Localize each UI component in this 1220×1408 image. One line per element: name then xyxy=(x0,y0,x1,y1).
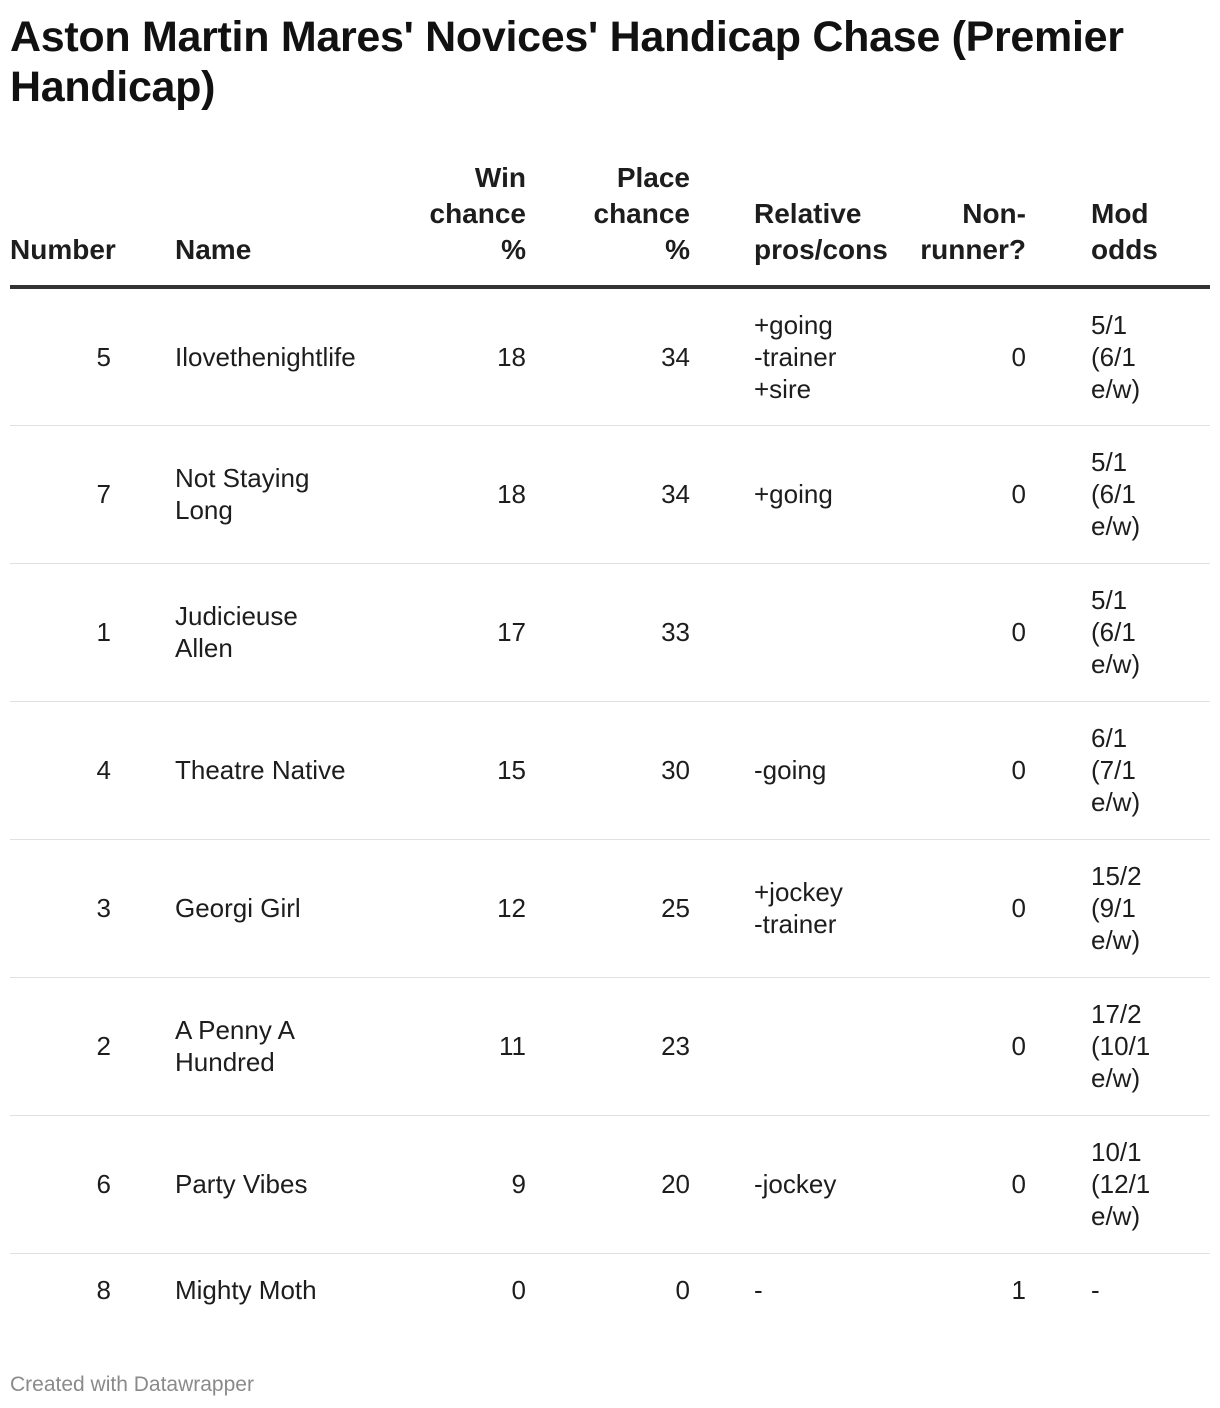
cell-place-chance: 25 xyxy=(546,839,710,977)
cell-odds xyxy=(1051,977,1210,1115)
cell-name-line: Allen xyxy=(175,633,233,663)
cell-relative-line: +jockey xyxy=(754,877,843,907)
cell-odds-line: (9/1 xyxy=(1091,893,1136,923)
table-row xyxy=(10,287,1210,425)
cell-number: 8 xyxy=(96,1275,111,1306)
header-win-line: Win xyxy=(474,162,526,193)
cell-relative-line: -trainer xyxy=(754,909,837,939)
cell-odds-line: 6/1 xyxy=(1091,723,1128,753)
cell-win-chance: 18 xyxy=(400,287,546,425)
cell-odds-line: e/w) xyxy=(1091,373,1141,404)
cell-nonrunner: 0 xyxy=(913,977,1051,1115)
cell-relative xyxy=(710,701,913,839)
cell-name xyxy=(175,701,400,839)
cell-odds-line: 5/1 xyxy=(1091,447,1128,477)
cell-relative xyxy=(710,425,913,563)
cell-relative-line: +going xyxy=(754,479,833,509)
cell-odds xyxy=(1051,1253,1210,1327)
header-nonrunner-line: Non- xyxy=(962,198,1026,229)
cell-odds-line: 17/2 xyxy=(1091,999,1142,1029)
cell-win-chance: 0 xyxy=(511,1275,526,1306)
cell-odds-line: e/w) xyxy=(1091,1063,1141,1093)
table-row xyxy=(10,1253,1210,1327)
cell-name-line: Long xyxy=(175,495,233,525)
cell-odds-line: 15/2 xyxy=(1091,861,1142,891)
cell-odds-line: (10/1 xyxy=(1091,1031,1151,1061)
cell-number: 2 xyxy=(10,977,175,1115)
cell-place-chance: 34 xyxy=(546,425,710,563)
cell-relative-line: -jockey xyxy=(754,1169,837,1199)
cell-number: 5 xyxy=(10,287,175,425)
cell-odds-line: (6/1 xyxy=(1091,617,1136,647)
header-place-line: chance xyxy=(593,198,690,229)
header-odds-line: Mod xyxy=(1091,198,1149,229)
table-row xyxy=(10,1115,1210,1253)
cell-odds-line: e/w) xyxy=(1091,1201,1141,1231)
table-body xyxy=(10,287,1210,1327)
cell-odds-line: - xyxy=(1091,1275,1100,1306)
cell-name xyxy=(175,563,400,701)
cell-nonrunner: 1 xyxy=(1011,1275,1026,1306)
cell-nonrunner: 0 xyxy=(913,839,1051,977)
cell-odds-line: (7/1 xyxy=(1091,755,1136,785)
cell-name-line: Georgi Girl xyxy=(175,893,301,923)
cell-nonrunner: 0 xyxy=(913,1115,1051,1253)
cell-odds-line: (6/1 xyxy=(1091,341,1136,372)
cell-odds-line: e/w) xyxy=(1091,649,1141,679)
header-relative-line: pros/cons xyxy=(754,234,888,265)
header-name[interactable]: Name xyxy=(175,160,400,287)
cell-name-line: Hundred xyxy=(175,1047,275,1077)
cell-relative-line: -going xyxy=(754,755,827,785)
cell-name xyxy=(175,425,400,563)
cell-name xyxy=(175,1253,400,1327)
cell-name xyxy=(175,287,400,425)
cell-odds xyxy=(1051,1115,1210,1253)
table-header-row xyxy=(10,160,1210,287)
header-relative-line: Relative xyxy=(754,198,862,229)
cell-relative-line: +going xyxy=(754,309,833,340)
cell-odds-line: (6/1 xyxy=(1091,479,1136,509)
cell-odds-line: e/w) xyxy=(1091,511,1141,541)
header-nonrunner[interactable] xyxy=(913,160,1051,287)
cell-odds xyxy=(1051,839,1210,977)
cell-odds xyxy=(1051,563,1210,701)
footer-credit[interactable]: Created with Datawrapper xyxy=(10,1373,254,1396)
header-win-line: chance xyxy=(429,198,526,229)
cell-win-chance: 15 xyxy=(400,701,546,839)
table-row xyxy=(10,425,1210,563)
cell-place-chance: 23 xyxy=(546,977,710,1115)
cell-place-chance: 34 xyxy=(546,287,710,425)
page-title: Aston Martin Mares' Novices' Handicap Chase (Premier Handicap) xyxy=(10,13,1124,111)
cell-number: 7 xyxy=(10,425,175,563)
cell-win-chance: 11 xyxy=(400,977,546,1115)
cell-number: 1 xyxy=(10,563,175,701)
cell-number: 4 xyxy=(10,701,175,839)
cell-odds-line: e/w) xyxy=(1091,925,1141,955)
cell-odds-line: e/w) xyxy=(1091,787,1141,817)
header-relative[interactable] xyxy=(710,160,913,287)
header-win-chance[interactable] xyxy=(400,160,546,287)
header-odds[interactable] xyxy=(1051,160,1210,287)
header-odds-line: odds xyxy=(1091,234,1158,265)
cell-relative xyxy=(710,839,913,977)
header-nonrunner-line: runner? xyxy=(920,234,1026,265)
cell-nonrunner: 0 xyxy=(913,563,1051,701)
cell-relative xyxy=(710,1115,913,1253)
cell-nonrunner: 0 xyxy=(913,701,1051,839)
header-place-line: Place xyxy=(616,162,690,193)
header-place-chance[interactable] xyxy=(546,160,710,287)
table-row xyxy=(10,563,1210,701)
cell-relative xyxy=(710,977,913,1115)
cell-name xyxy=(175,977,400,1115)
cell-odds-line: (12/1 xyxy=(1091,1169,1151,1199)
cell-relative xyxy=(710,1253,913,1327)
cell-relative-line: - xyxy=(754,1275,763,1306)
cell-name-line: A Penny A xyxy=(175,1015,295,1045)
cell-place-chance: 33 xyxy=(546,563,710,701)
cell-name xyxy=(175,839,400,977)
header-place-line: % xyxy=(665,234,690,265)
cell-win-chance: 18 xyxy=(400,425,546,563)
cell-name-line: Ilovethenightlife xyxy=(175,341,356,372)
race-table xyxy=(10,160,1210,1327)
cell-name-line: Theatre Native xyxy=(175,755,346,785)
cell-name-line: Judicieuse xyxy=(175,601,298,631)
table-row xyxy=(10,701,1210,839)
cell-odds-line: 5/1 xyxy=(1091,585,1128,615)
cell-name xyxy=(175,1115,400,1253)
cell-name-line: Party Vibes xyxy=(175,1169,308,1199)
cell-place-chance: 0 xyxy=(675,1275,690,1306)
cell-number: 3 xyxy=(10,839,175,977)
cell-odds xyxy=(1051,701,1210,839)
cell-relative-line: -trainer xyxy=(754,341,837,372)
cell-place-chance: 20 xyxy=(546,1115,710,1253)
cell-odds xyxy=(1051,287,1210,425)
cell-win-chance: 12 xyxy=(400,839,546,977)
cell-nonrunner: 0 xyxy=(913,287,1051,425)
table-row xyxy=(10,977,1210,1115)
cell-name-line: Not Staying xyxy=(175,463,310,493)
cell-win-chance: 17 xyxy=(400,563,546,701)
cell-number: 6 xyxy=(10,1115,175,1253)
table-row xyxy=(10,839,1210,977)
cell-relative-line: +sire xyxy=(754,373,812,404)
header-number[interactable]: Number xyxy=(10,160,175,287)
cell-relative xyxy=(710,563,913,701)
cell-nonrunner: 0 xyxy=(913,425,1051,563)
cell-relative xyxy=(710,287,913,425)
cell-name-line: Mighty Moth xyxy=(175,1275,317,1306)
cell-odds-line: 5/1 xyxy=(1091,309,1128,340)
cell-odds xyxy=(1051,425,1210,563)
header-win-line: % xyxy=(501,234,526,265)
cell-win-chance: 9 xyxy=(400,1115,546,1253)
table-container xyxy=(10,160,1210,1327)
cell-odds-line: 10/1 xyxy=(1091,1137,1142,1167)
cell-place-chance: 30 xyxy=(546,701,710,839)
